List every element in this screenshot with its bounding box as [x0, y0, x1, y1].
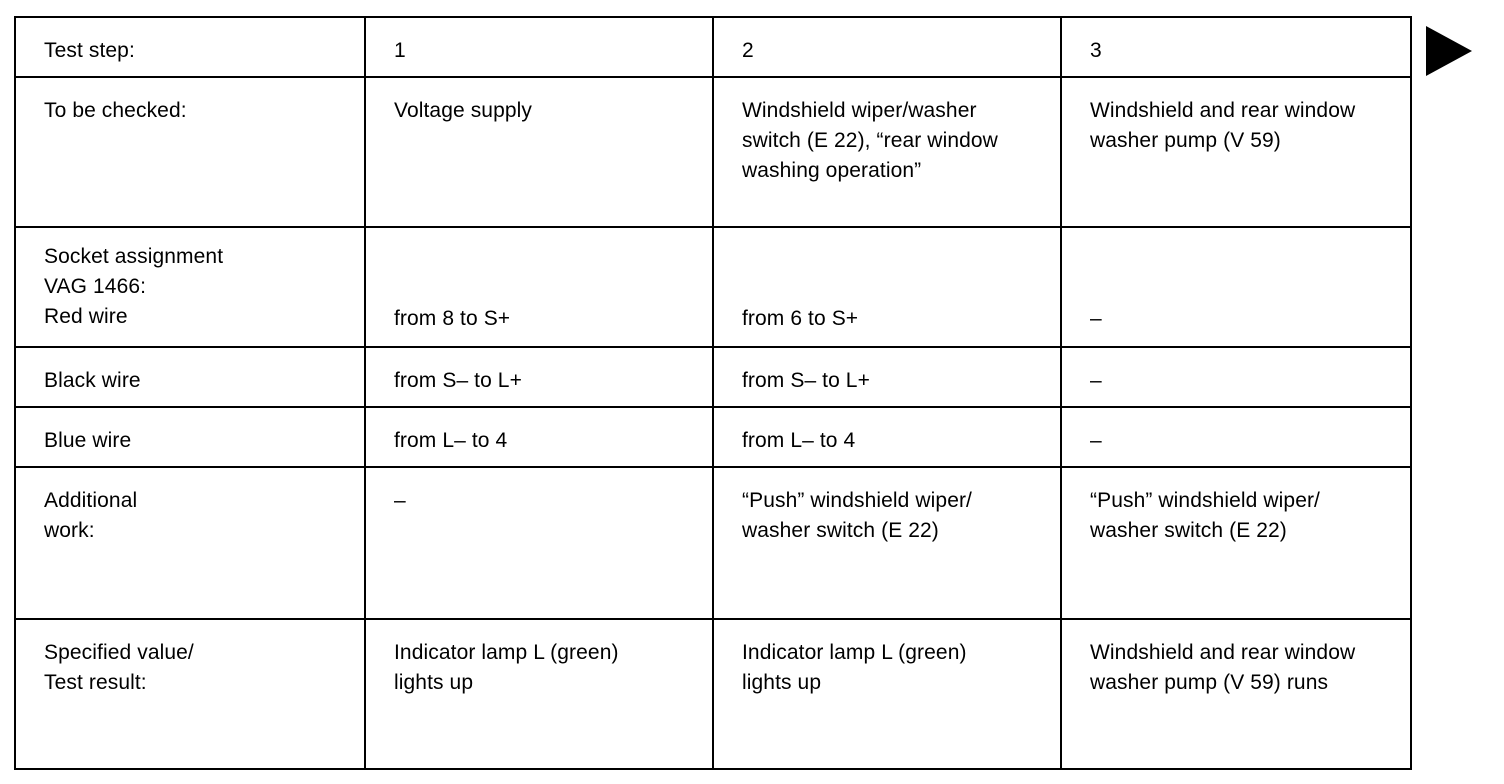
- additional-work-2: “Push” windshield wiper/ washer switch (E 22): [713, 467, 1061, 619]
- test-step-1: 1: [365, 17, 713, 77]
- label-additional-work: Additional work:: [15, 467, 365, 619]
- red-wire-2: from 6 to S+: [713, 227, 1061, 347]
- row-blue-wire: [15, 407, 1411, 467]
- specified-value-1: Indicator lamp L (green) lights up: [365, 619, 713, 769]
- blue-wire-2: from L– to 4: [713, 407, 1061, 467]
- row-test-step: [15, 17, 1411, 77]
- row-red-wire: [15, 227, 1411, 347]
- play-arrow-icon: [1426, 26, 1472, 76]
- label-blue-wire: Blue wire: [15, 407, 365, 467]
- black-wire-3: –: [1061, 347, 1411, 407]
- label-test-step: Test step:: [15, 17, 365, 77]
- black-wire-1: from S– to L+: [365, 347, 713, 407]
- test-step-2: 2: [713, 17, 1061, 77]
- test-step-table: [14, 16, 1412, 770]
- row-specified-value: [15, 619, 1411, 769]
- red-wire-1: from 8 to S+: [365, 227, 713, 347]
- red-wire-3: –: [1061, 227, 1411, 347]
- label-black-wire: Black wire: [15, 347, 365, 407]
- additional-work-3: “Push” windshield wiper/ washer switch (E 22): [1061, 467, 1411, 619]
- test-step-3: 3: [1061, 17, 1411, 77]
- label-to-be-checked: To be checked:: [15, 77, 365, 227]
- additional-work-1: –: [365, 467, 713, 619]
- black-wire-2: from S– to L+: [713, 347, 1061, 407]
- blue-wire-1: from L– to 4: [365, 407, 713, 467]
- specified-value-3: Windshield and rear window washer pump (V 59) runs: [1061, 619, 1411, 769]
- to-be-checked-2: Windshield wiper/washer switch (E 22), “rear window washing operation”: [713, 77, 1061, 227]
- row-black-wire: [15, 347, 1411, 407]
- label-specified-value: Specified value/ Test result:: [15, 619, 365, 769]
- to-be-checked-3: Windshield and rear window washer pump (V 59): [1061, 77, 1411, 227]
- row-additional-work: [15, 467, 1411, 619]
- blue-wire-3: –: [1061, 407, 1411, 467]
- label-socket-assignment-red-wire: Socket assignment VAG 1466: Red wire: [15, 227, 365, 347]
- to-be-checked-1: Voltage supply: [365, 77, 713, 227]
- specified-value-2: Indicator lamp L (green) lights up: [713, 619, 1061, 769]
- row-to-be-checked: [15, 77, 1411, 227]
